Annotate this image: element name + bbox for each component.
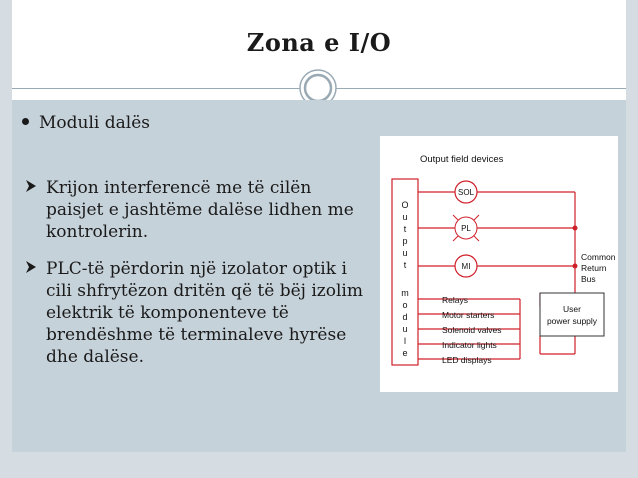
main-bullet	[22, 113, 150, 133]
list-item	[24, 177, 364, 243]
slide-frame-right	[626, 0, 638, 478]
diagram-heading: Output field devices	[420, 154, 504, 165]
device-list-item: Indicator lights	[442, 340, 497, 350]
svg-text:Bus: Bus	[581, 274, 596, 284]
svg-text:Return: Return	[581, 263, 607, 273]
slide-frame-left	[0, 0, 12, 478]
device-label: SOL	[457, 188, 475, 197]
module-letter: u	[402, 212, 408, 222]
device-list-item: Motor starters	[442, 310, 495, 320]
common-return-bus-label	[581, 252, 616, 284]
list-item	[24, 258, 364, 368]
module-letter: e	[402, 348, 408, 358]
power-supply-label: User	[563, 304, 581, 314]
device-list-item: Relays	[442, 295, 468, 305]
bullet-dot-icon	[22, 118, 29, 125]
power-supply-label: power supply	[546, 316, 598, 326]
module-letter: O	[401, 200, 409, 210]
module-letter: t	[403, 260, 407, 270]
diagram-canvas	[380, 136, 618, 392]
arrow-bullet-icon	[24, 177, 38, 201]
svg-text:Common: Common	[581, 252, 616, 262]
device-list-item: Solenoid valves	[442, 325, 502, 335]
output-module-diagram	[380, 136, 618, 392]
module-letter: p	[402, 236, 408, 246]
device-list	[442, 295, 502, 365]
device-list-item: LED displays	[442, 355, 492, 365]
module-letter: m	[401, 288, 409, 298]
module-letter: u	[402, 324, 408, 334]
arrow-bullet-icon	[24, 258, 38, 282]
module-letter: o	[402, 300, 408, 310]
list-item-text: PLC-të përdorin një izolator optik i cili shfrytëzon dritën që të bëj izolim elektrik të komponenteve të brendëshme të terminaleve hyrëse dhe dalëse.	[46, 259, 363, 367]
device-label: PL	[461, 224, 471, 233]
module-letter: u	[402, 248, 408, 258]
module-letter: t	[403, 224, 407, 234]
device-label: MI	[461, 262, 471, 271]
module-letter: d	[402, 312, 408, 322]
user-power-supply-box	[540, 293, 604, 336]
main-bullet-text: Moduli dalës	[39, 113, 150, 133]
slide-title: Zona e I/O	[246, 28, 392, 57]
module-letter: l	[404, 336, 406, 346]
slide-frame-bottom	[0, 452, 638, 478]
list-item-text: Krijon interferencë me të cilën paisjet e jashtëme dalëse lidhen me kontrolerin.	[46, 178, 354, 242]
